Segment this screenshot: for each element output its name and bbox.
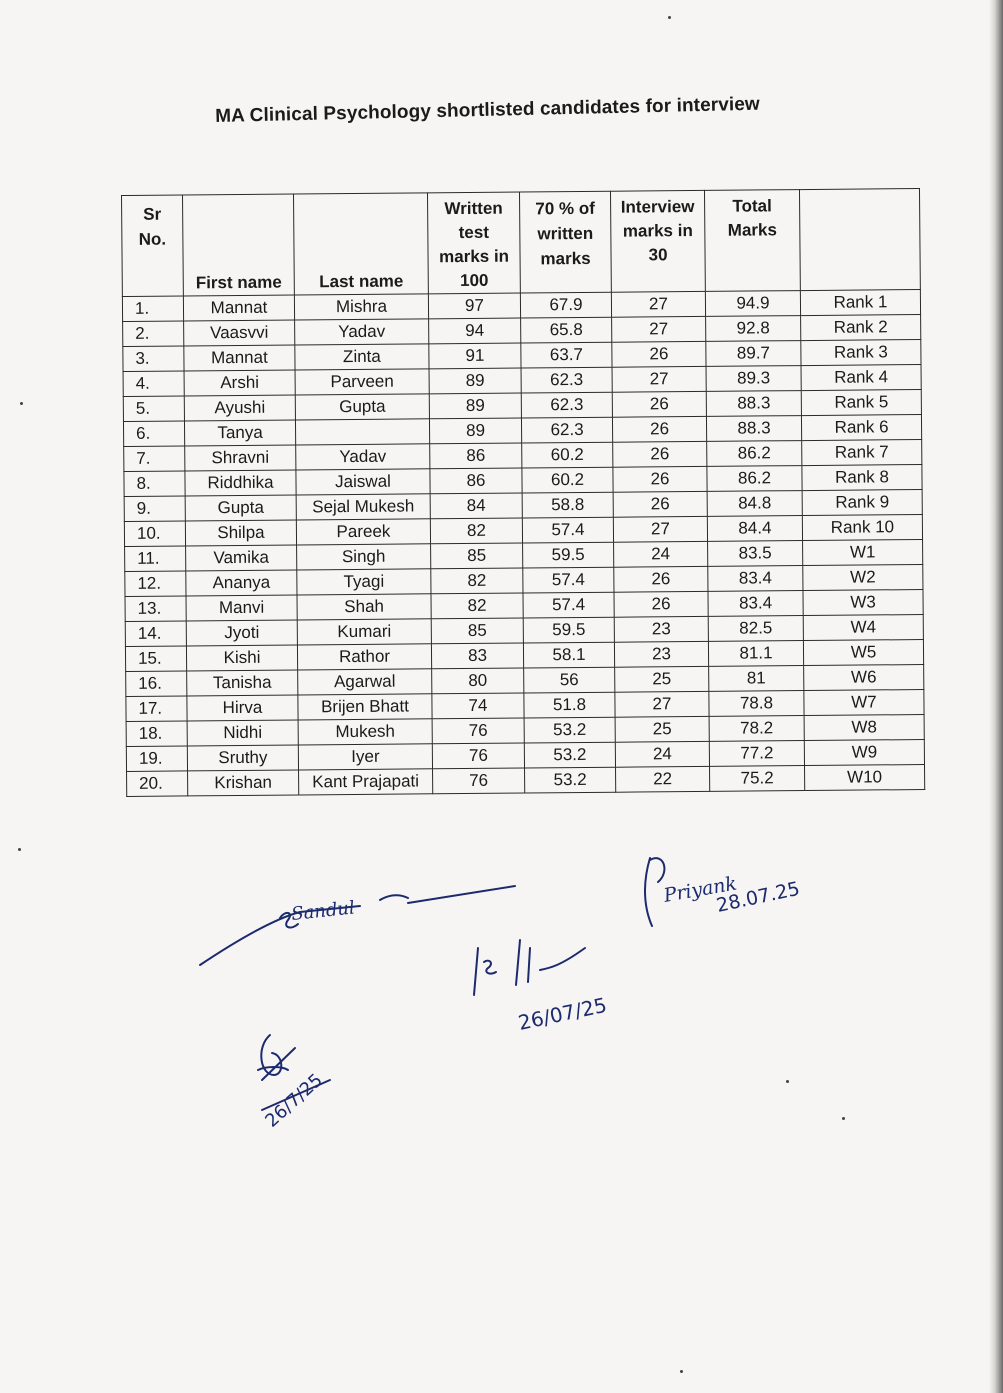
- cell-written-marks: 82: [430, 518, 522, 544]
- paper-speck: [842, 1117, 845, 1120]
- cell-first-name: Gupta: [185, 495, 296, 521]
- cell-written-marks: 89: [429, 368, 521, 394]
- cell-written-marks: 94: [429, 318, 521, 344]
- cell-interview-marks: 27: [613, 516, 707, 542]
- cell-interview-marks: 26: [612, 341, 706, 367]
- paper-speck: [668, 16, 671, 19]
- signature-4-date: 26/7/25: [261, 1069, 327, 1132]
- cell-last-name: Brijen Bhatt: [298, 694, 432, 720]
- cell-interview-marks: 22: [616, 766, 710, 792]
- cell-rank: W4: [803, 615, 923, 641]
- cell-first-name: Riddhika: [185, 470, 296, 496]
- cell-first-name: Nidhi: [187, 720, 298, 746]
- page-title: MA Clinical Psychology shortlisted candidates for interview: [215, 93, 761, 127]
- cell-sr-no: 10.: [124, 521, 185, 547]
- cell-total-marks: 94.9: [705, 291, 800, 317]
- cell-rank: Rank 1: [800, 290, 920, 316]
- cell-rank: Rank 7: [802, 440, 922, 466]
- cell-sr-no: 8.: [124, 471, 185, 497]
- paper-speck: [786, 1080, 789, 1083]
- cell-interview-marks: 25: [615, 666, 709, 692]
- cell-last-name: Shah: [297, 594, 431, 620]
- cell-total-marks: 77.2: [709, 741, 804, 767]
- cell-rank: Rank 9: [802, 490, 922, 516]
- cell-first-name: Tanya: [184, 420, 295, 446]
- cell-sr-no: 5.: [123, 396, 184, 422]
- cell-sr-no: 11.: [125, 546, 186, 572]
- cell-interview-marks: 24: [614, 541, 708, 567]
- cell-seventy-percent: 62.3: [521, 392, 612, 418]
- cell-seventy-percent: 57.4: [523, 567, 614, 593]
- cell-last-name: Gupta: [295, 394, 429, 420]
- cell-last-name: Parveen: [295, 369, 429, 395]
- cell-written-marks: 82: [431, 593, 523, 619]
- shortlist-table: [121, 188, 925, 797]
- cell-written-marks: 86: [430, 443, 522, 469]
- cell-total-marks: 84.4: [707, 516, 802, 542]
- cell-first-name: Mannat: [183, 295, 294, 321]
- paper-speck: [680, 1370, 683, 1373]
- cell-total-marks: 84.8: [707, 491, 802, 517]
- cell-last-name: [295, 419, 429, 445]
- cell-seventy-percent: 60.2: [522, 442, 613, 468]
- header-sr-no: [122, 195, 184, 297]
- cell-first-name: Kishi: [186, 645, 297, 671]
- cell-interview-marks: 26: [613, 441, 707, 467]
- cell-total-marks: 89.7: [706, 341, 801, 367]
- cell-interview-marks: 27: [612, 316, 706, 342]
- signature-1: [200, 886, 515, 965]
- cell-last-name: Yadav: [296, 444, 430, 470]
- cell-interview-marks: 23: [614, 641, 708, 667]
- cell-seventy-percent: 58.1: [523, 642, 614, 668]
- cell-seventy-percent: 59.5: [523, 542, 614, 568]
- cell-first-name: Krishan: [188, 770, 299, 796]
- cell-total-marks: 92.8: [706, 316, 801, 342]
- header-last-name-label: Last name: [319, 271, 404, 292]
- cell-sr-no: 3.: [123, 346, 184, 372]
- cell-seventy-percent: 51.8: [524, 692, 615, 718]
- header-total-marks-label: Total Marks: [727, 196, 777, 240]
- cell-total-marks: 83.5: [708, 541, 803, 567]
- cell-rank: Rank 4: [801, 365, 921, 391]
- cell-interview-marks: 26: [614, 591, 708, 617]
- cell-interview-marks: 24: [615, 741, 709, 767]
- cell-written-marks: 82: [431, 568, 523, 594]
- paper-speck: [20, 402, 23, 405]
- cell-sr-no: 17.: [126, 696, 187, 722]
- cell-sr-no: 6.: [123, 421, 184, 447]
- cell-seventy-percent: 63.7: [521, 342, 612, 368]
- cell-interview-marks: 25: [615, 716, 709, 742]
- cell-interview-marks: 26: [612, 416, 706, 442]
- cell-last-name: Kant Prajapati: [299, 769, 433, 795]
- cell-first-name: Vamika: [186, 545, 297, 571]
- cell-written-marks: 76: [433, 768, 525, 794]
- cell-last-name: Agarwal: [298, 669, 432, 695]
- cell-first-name: Hirva: [187, 695, 298, 721]
- cell-total-marks: 82.5: [708, 616, 803, 642]
- cell-sr-no: 16.: [126, 671, 187, 697]
- cell-sr-no: 12.: [125, 571, 186, 597]
- cell-first-name: Shilpa: [185, 520, 296, 546]
- cell-sr-no: 1.: [122, 296, 183, 322]
- cell-rank: W8: [804, 715, 924, 741]
- cell-interview-marks: 26: [613, 491, 707, 517]
- cell-sr-no: 2.: [123, 321, 184, 347]
- cell-seventy-percent: 53.2: [524, 742, 615, 768]
- cell-last-name: Mishra: [294, 294, 428, 320]
- cell-total-marks: 86.2: [707, 466, 802, 492]
- cell-rank: W6: [804, 665, 924, 691]
- signature-2-date: 26/07/25: [516, 992, 609, 1035]
- cell-rank: Rank 10: [802, 515, 922, 541]
- cell-total-marks: 83.4: [708, 566, 803, 592]
- cell-rank: Rank 6: [801, 415, 921, 441]
- cell-last-name: Rathor: [297, 644, 431, 670]
- cell-seventy-percent: 53.2: [525, 767, 616, 793]
- cell-total-marks: 81: [709, 666, 804, 692]
- cell-written-marks: 86: [430, 468, 522, 494]
- cell-seventy-percent: 56: [524, 667, 615, 693]
- cell-first-name: Ayushi: [184, 395, 295, 421]
- cell-seventy-percent: 67.9: [520, 292, 611, 318]
- cell-written-marks: 91: [429, 343, 521, 369]
- header-interview-marks-label: Interview marks in 30: [620, 196, 695, 265]
- cell-sr-no: 19.: [126, 746, 187, 772]
- header-written-marks: [427, 192, 520, 294]
- cell-sr-no: 13.: [125, 596, 186, 622]
- cell-seventy-percent: 53.2: [524, 717, 615, 743]
- cell-written-marks: 83: [431, 643, 523, 669]
- paper-speck: [18, 848, 21, 851]
- cell-total-marks: 88.3: [706, 416, 801, 442]
- cell-sr-no: 7.: [124, 446, 185, 472]
- cell-seventy-percent: 65.8: [521, 317, 612, 343]
- header-seventy-percent: [519, 191, 611, 293]
- cell-last-name: Zinta: [295, 344, 429, 370]
- cell-rank: W1: [803, 540, 923, 566]
- cell-interview-marks: 27: [611, 291, 705, 317]
- page-edge-shadow: [989, 0, 1003, 1393]
- table-body: [122, 290, 924, 797]
- cell-interview-marks: 26: [612, 391, 706, 417]
- cell-interview-marks: 26: [613, 466, 707, 492]
- cell-seventy-percent: 57.4: [523, 592, 614, 618]
- cell-seventy-percent: 59.5: [523, 617, 614, 643]
- cell-seventy-percent: 58.8: [522, 492, 613, 518]
- cell-last-name: Singh: [297, 544, 431, 570]
- header-written-marks-label: Written test marks in 100: [438, 198, 510, 291]
- cell-seventy-percent: 62.3: [521, 417, 612, 443]
- header-interview-marks: [610, 190, 705, 292]
- cell-last-name: Jaiswal: [296, 469, 430, 495]
- cell-sr-no: 20.: [127, 771, 188, 797]
- cell-last-name: Tyagi: [297, 569, 431, 595]
- cell-written-marks: 97: [428, 293, 520, 319]
- cell-seventy-percent: 62.3: [521, 367, 612, 393]
- cell-rank: W10: [805, 765, 925, 791]
- cell-total-marks: 88.3: [706, 391, 801, 417]
- cell-last-name: Kumari: [297, 619, 431, 645]
- cell-first-name: Shravni: [185, 445, 296, 471]
- cell-last-name: Mukesh: [298, 719, 432, 745]
- header-sr-no-label: Sr No.: [138, 204, 167, 249]
- cell-written-marks: 76: [432, 718, 524, 744]
- cell-written-marks: 85: [431, 543, 523, 569]
- cell-first-name: Mannat: [184, 345, 295, 371]
- cell-written-marks: 84: [430, 493, 522, 519]
- cell-rank: W5: [803, 640, 923, 666]
- cell-last-name: Sejal Mukesh: [296, 494, 430, 520]
- cell-sr-no: 9.: [124, 496, 185, 522]
- cell-first-name: Sruthy: [187, 745, 298, 771]
- cell-written-marks: 76: [432, 743, 524, 769]
- cell-interview-marks: 26: [614, 566, 708, 592]
- cell-first-name: Manvi: [186, 595, 297, 621]
- header-rank: [799, 189, 920, 291]
- header-first-name: [183, 194, 295, 296]
- cell-interview-marks: 23: [614, 616, 708, 642]
- cell-total-marks: 89.3: [706, 366, 801, 392]
- cell-rank: Rank 3: [801, 340, 921, 366]
- cell-last-name: Pareek: [296, 519, 430, 545]
- cell-rank: Rank 2: [801, 315, 921, 341]
- cell-interview-marks: 27: [615, 691, 709, 717]
- cell-rank: W9: [804, 740, 924, 766]
- cell-rank: W2: [803, 565, 923, 591]
- cell-last-name: Yadav: [295, 319, 429, 345]
- header-seventy-percent-label: 70 % of written marks: [535, 198, 595, 269]
- cell-total-marks: 78.8: [709, 691, 804, 717]
- header-first-name-label: First name: [195, 272, 282, 293]
- cell-written-marks: 80: [432, 668, 524, 694]
- cell-seventy-percent: 60.2: [522, 467, 613, 493]
- cell-written-marks: 89: [429, 418, 521, 444]
- signature-3: [645, 858, 802, 926]
- cell-first-name: Arshi: [184, 370, 295, 396]
- cell-seventy-percent: 57.4: [522, 517, 613, 543]
- signature-3-text: Priyank: [662, 872, 739, 907]
- cell-sr-no: 4.: [123, 371, 184, 397]
- cell-sr-no: 15.: [125, 646, 186, 672]
- signature-3-date: 28.07.25: [714, 877, 802, 917]
- cell-sr-no: 18.: [126, 721, 187, 747]
- cell-total-marks: 83.4: [708, 591, 803, 617]
- cell-total-marks: 81.1: [708, 641, 803, 667]
- cell-written-marks: 85: [431, 618, 523, 644]
- header-last-name: [293, 193, 428, 295]
- cell-rank: W7: [804, 690, 924, 716]
- signature-2: [474, 940, 609, 1035]
- cell-first-name: Vaasvvi: [184, 320, 295, 346]
- signature-1-text: Sandul: [290, 897, 356, 925]
- cell-interview-marks: 27: [612, 366, 706, 392]
- cell-rank: Rank 8: [802, 465, 922, 491]
- header-total-marks: [704, 190, 800, 292]
- cell-first-name: Jyoti: [186, 620, 297, 646]
- cell-written-marks: 74: [432, 693, 524, 719]
- cell-first-name: Ananya: [186, 570, 297, 596]
- cell-rank: Rank 5: [801, 390, 921, 416]
- cell-rank: W3: [803, 590, 923, 616]
- cell-written-marks: 89: [429, 393, 521, 419]
- signature-4: [258, 1035, 330, 1132]
- shortlist-table-container: [121, 188, 925, 797]
- cell-last-name: Iyer: [298, 744, 432, 770]
- cell-sr-no: 14.: [125, 621, 186, 647]
- cell-total-marks: 75.2: [710, 766, 805, 792]
- cell-first-name: Tanisha: [187, 670, 298, 696]
- cell-total-marks: 78.2: [709, 716, 804, 742]
- cell-total-marks: 86.2: [707, 441, 802, 467]
